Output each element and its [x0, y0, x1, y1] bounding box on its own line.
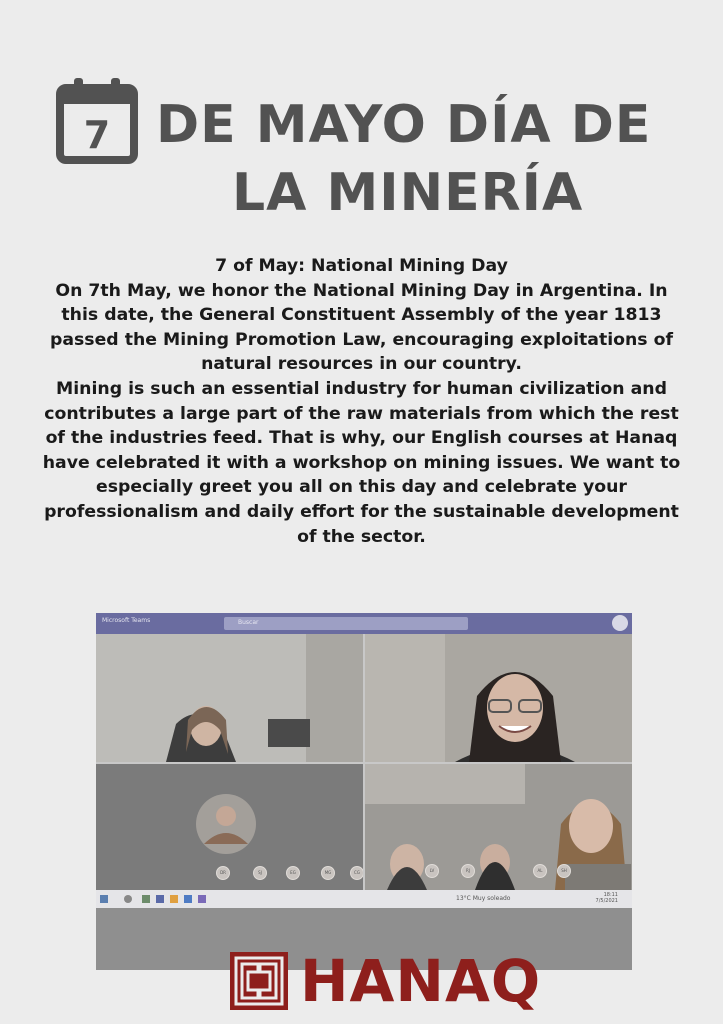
paragraph-1: On 7th May, we honor the National Mining Day in Argentina. In this date, the General Constituent Assembly of the year 1813 passed the Mining Promotion Law, encouraging exploitations of natural resources in our country.	[49, 280, 674, 375]
title-line-2: LA MINERÍA	[232, 163, 584, 223]
participant-avatar: SH	[557, 864, 571, 878]
calendar-icon	[56, 76, 138, 164]
meeting-screenshot	[96, 613, 632, 970]
hanaq-logo	[228, 947, 542, 1015]
article-subtitle: 7 of May: National Mining Day	[215, 256, 508, 276]
search-placeholder: Buscar	[238, 619, 259, 626]
windows-taskbar	[96, 890, 632, 908]
taskbar-clock: 18:11 7/5/2021	[595, 892, 618, 904]
title-line-1: DE MAYO DÍA DE	[156, 95, 652, 155]
participant-avatar: RJ	[461, 864, 475, 878]
page-title	[52, 72, 692, 222]
article-body	[40, 254, 683, 549]
hanaq-logo-text: HANAQ	[300, 947, 542, 1015]
calendar-day: 7	[83, 113, 111, 157]
teams-title-bar	[96, 613, 632, 634]
paragraph-2: Mining is such an essential industry for human civilization and contributes a large part of the raw materials from which the rest of the industries feed. That is why, our English courses at Hanaq have celebrated it with a workshop on mining issues. We want to especially greet you all on this day and celebrate your professionalism and daily effort for the sustainable development of the sector.	[42, 378, 681, 547]
video-tile-4	[365, 764, 632, 890]
avatar	[612, 615, 628, 631]
participant-avatar: LV	[425, 864, 439, 878]
app-name: Microsoft Teams	[102, 617, 151, 624]
participant-avatar: SJ	[253, 866, 267, 880]
video-tile-2	[365, 634, 632, 762]
weather-status: 13°C Muy soleado	[456, 895, 511, 902]
search-box	[224, 617, 468, 630]
video-tile-3	[96, 764, 363, 890]
participant-avatar: AL	[533, 864, 547, 878]
participant-avatar: MG	[321, 866, 335, 880]
participant-avatar: CG	[350, 866, 363, 880]
participant-avatar: DR	[216, 866, 230, 880]
hanaq-logo-icon	[228, 950, 290, 1012]
participant-avatar: EG	[286, 866, 300, 880]
video-tile-1	[96, 634, 363, 762]
